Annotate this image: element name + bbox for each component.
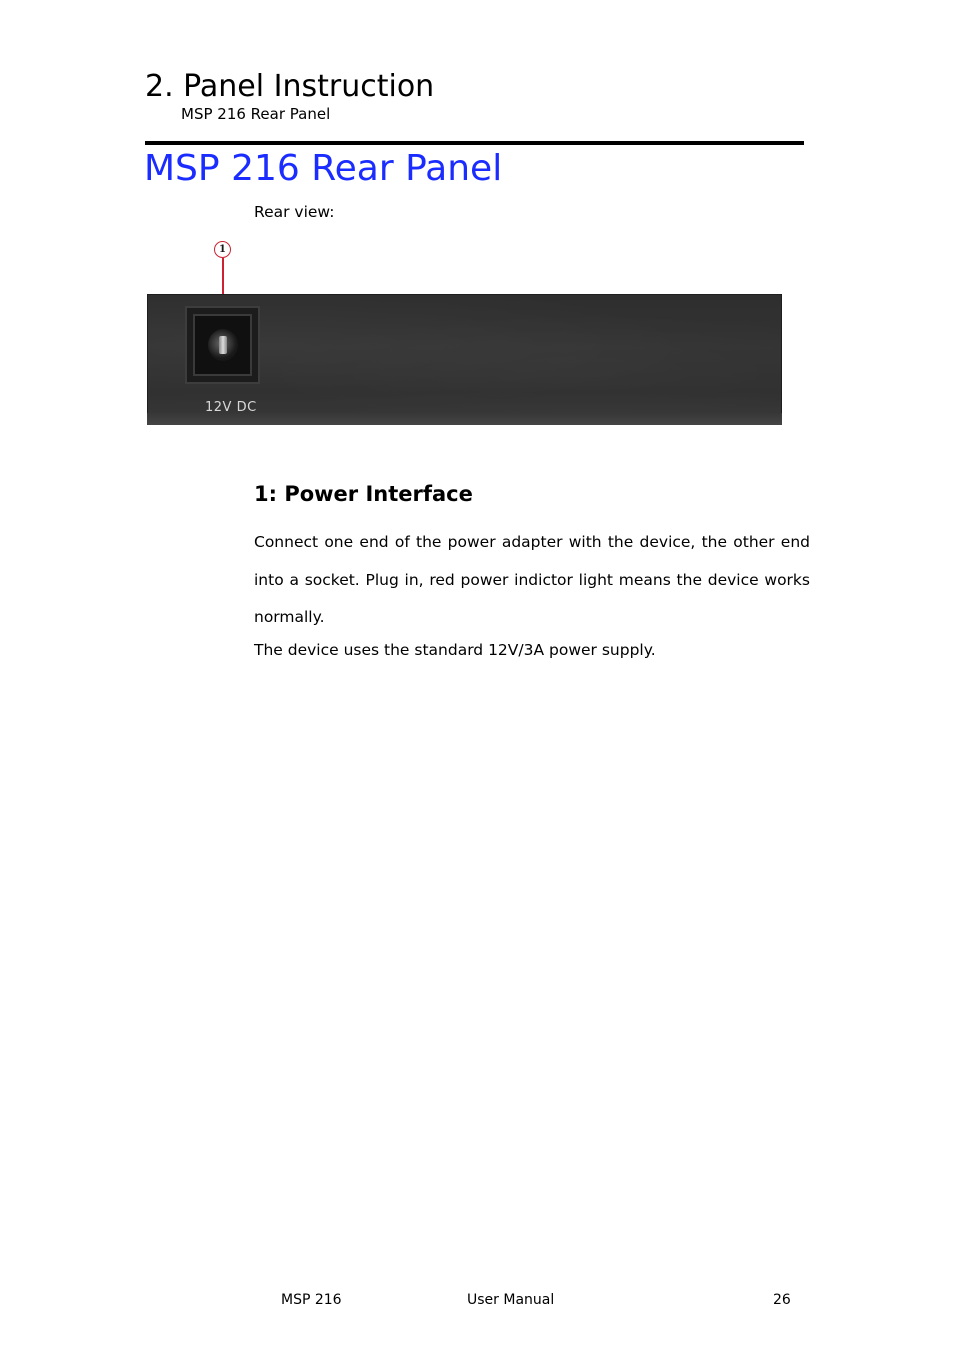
footer-document-title: User Manual: [467, 1292, 555, 1308]
dc-power-jack: [185, 306, 260, 384]
chapter-subtitle: MSP 216 Rear Panel: [181, 105, 331, 123]
header-divider: [145, 141, 804, 145]
power-interface-description: Connect one end of the power adapter with the device, the other end into a socket. Plug in, red power indictor light means the device works normally.: [254, 533, 810, 627]
rear-panel-photo: [147, 294, 782, 425]
power-interface-heading: 1: Power Interface: [254, 482, 473, 506]
footer-product-name: MSP 216: [281, 1292, 342, 1308]
section-heading: MSP 216 Rear Panel: [144, 148, 503, 189]
callout-number-marker: 1: [214, 241, 231, 258]
power-supply-note: The device uses the standard 12V/3A power supply.: [254, 641, 656, 659]
rear-view-label: Rear view:: [254, 203, 335, 221]
footer-page-number: 26: [773, 1292, 791, 1308]
chapter-title: 2. Panel Instruction: [145, 69, 435, 104]
port-label: 12V DC: [205, 400, 257, 415]
dc-jack-socket: [193, 314, 252, 376]
dc-jack-pin: [219, 336, 227, 354]
